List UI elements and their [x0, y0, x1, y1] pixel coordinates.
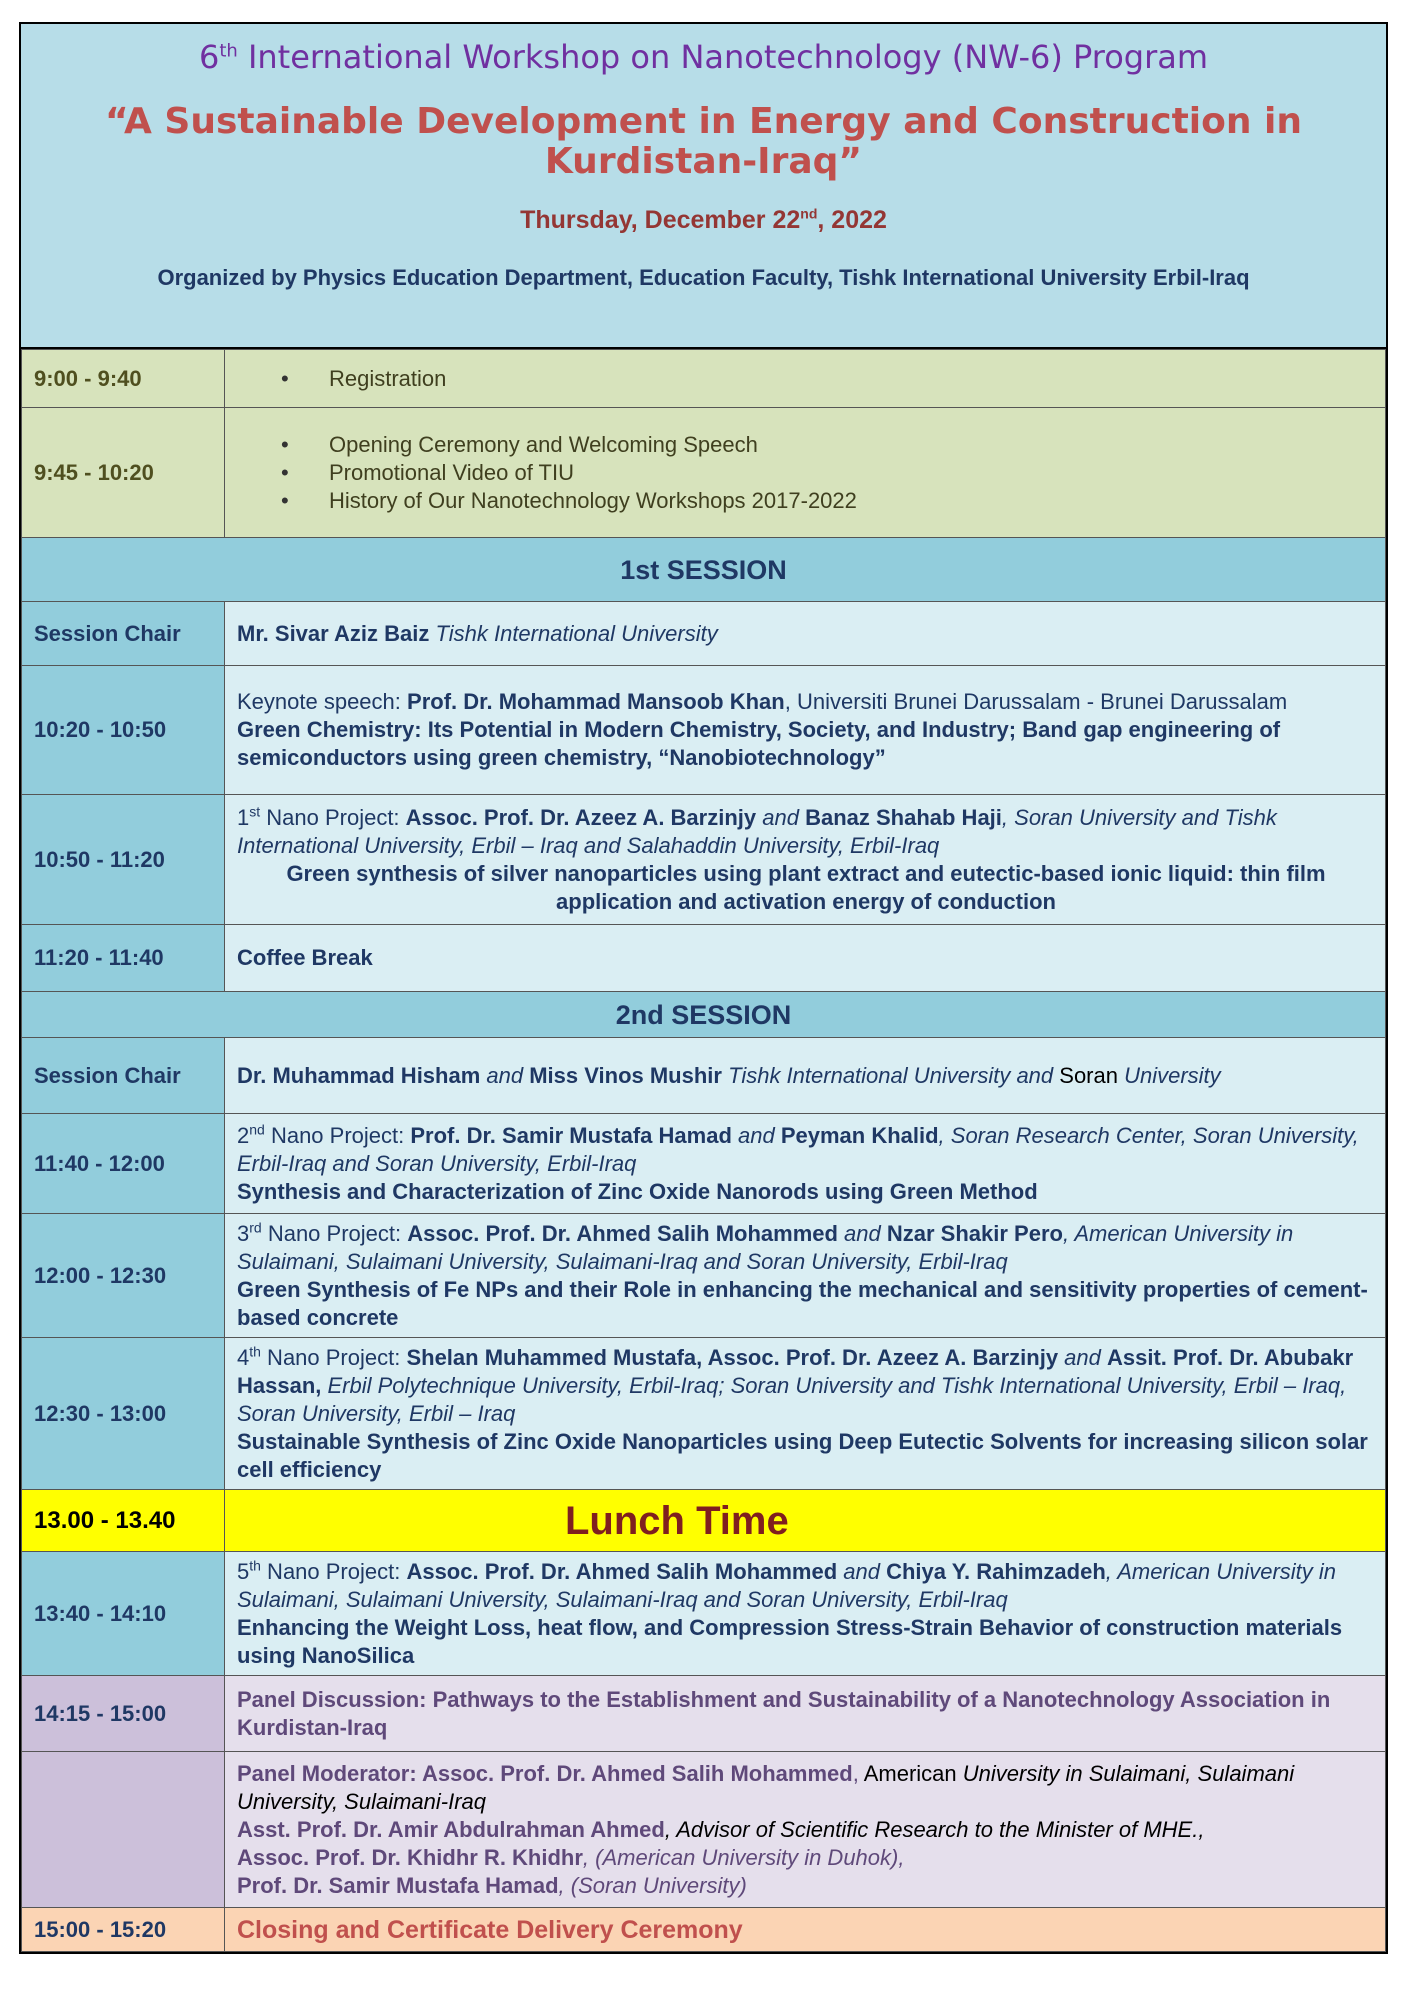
schedule-row-project-5	[22, 1552, 1386, 1676]
content-cell: 1st Nano Project: Assoc. Prof. Dr. Azeez A. Barzinjy and Banaz Shahab Haji, Soran University and Tishk International University, Erbil – Iraq and Salahaddin University, Erbil-Iraq Green synthesis of silver nanoparticles using plant extract and eutectic-based ionic liquid: thin film application and activation energy of conduction	[225, 795, 1386, 925]
time-cell: 10:50 - 11:20	[22, 795, 225, 925]
content-cell: Panel Moderator: Assoc. Prof. Dr. Ahmed Salih Mohammed, American University in Sulaimani, Sulaimani University, Sulaimani-Iraq Asst. Prof. Dr. Amir Abdulrahman Ahmed, Advisor of Scientific Research to the Minister of MHE., Assoc. Prof. Dr. Khidhr R. Khidhr, (American University in Duhok), Prof. Dr. Samir Mustafa Hamad, (Soran University)	[225, 1752, 1386, 1908]
organizer: Organized by Physics Education Department, Education Faculty, Tishk International University Erbil-Iraq	[157, 265, 1250, 290]
content-cell: 5th Nano Project: Assoc. Prof. Dr. Ahmed Salih Mohammed and Chiya Y. Rahimzadeh, American University in Sulaimani, Sulaimani University, Sulaimani-Iraq and Soran University, Erbil-Iraq Enhancing the Weight Loss, heat flow, and Compression Stress-Strain Behavior of construction materials using NanoSilica	[225, 1552, 1386, 1676]
content-cell: Closing and Certificate Delivery Ceremony	[225, 1908, 1386, 1952]
content-cell: Coffee Break	[225, 925, 1386, 992]
list-item: • Promotional Video of TIU	[237, 459, 877, 487]
time-cell: 10:20 - 10:50	[22, 666, 225, 795]
workshop-date: Thursday, December 22nd, 2022	[520, 205, 887, 234]
content-cell: 2nd Nano Project: Prof. Dr. Samir Mustafa Hamad and Peyman Khalid, Soran Research Center, Soran University, Erbil-Iraq and Soran University, Erbil-Iraq Synthesis and Characterization of Zinc Oxide Nanorods using Green Method	[225, 1114, 1386, 1214]
session-2-header	[22, 992, 1386, 1038]
time-cell: 9:45 - 10:20	[22, 408, 225, 538]
schedule-row-project-3	[22, 1214, 1386, 1338]
schedule-row-coffee	[22, 925, 1386, 992]
schedule-row-lunch	[22, 1490, 1386, 1552]
session-1-header	[22, 538, 1386, 602]
time-cell: 12:30 - 13:00	[22, 1338, 225, 1490]
schedule-row-project-1	[22, 795, 1386, 925]
schedule-row-keynote	[22, 666, 1386, 795]
workshop-title: 6th International Workshop on Nanotechnology (NW-6) Program	[198, 38, 1209, 76]
time-cell: 11:20 - 11:40	[22, 925, 225, 992]
time-cell: 11:40 - 12:00	[22, 1114, 225, 1214]
program-header	[21, 24, 1386, 349]
session-title: 1st SESSION	[22, 538, 1386, 602]
time-cell: 9:00 - 9:40	[22, 350, 225, 408]
session-title: 2nd SESSION	[22, 992, 1386, 1038]
time-cell	[22, 1752, 225, 1908]
time-cell: 15:00 - 15:20	[22, 1908, 225, 1952]
schedule-row-registration	[22, 350, 1386, 408]
content-cell: 3rd Nano Project: Assoc. Prof. Dr. Ahmed Salih Mohammed and Nzar Shakir Pero, American University in Sulaimani, Sulaimani University, Sulaimani-Iraq and Soran University, Erbil-Iraq Green Synthesis of Fe NPs and their Role in enhancing the mechanical and sensitivity properties of cement-based concrete	[225, 1214, 1386, 1338]
list-item: • Opening Ceremony and Welcoming Speech	[237, 431, 877, 459]
program-document	[19, 22, 1388, 1954]
time-cell: Session Chair	[22, 1038, 225, 1114]
schedule-row-session2-chair	[22, 1038, 1386, 1114]
schedule-table	[21, 349, 1386, 1952]
content-cell: Panel Discussion: Pathways to the Establishment and Sustainability of a Nanotechnology Association in Kurdistan-Iraq	[225, 1676, 1386, 1752]
content-cell: Lunch Time	[225, 1490, 1386, 1552]
schedule-row-closing	[22, 1908, 1386, 1952]
time-cell: 12:00 - 12:30	[22, 1214, 225, 1338]
content-cell: Keynote speech: Prof. Dr. Mohammad Mansoob Khan, Universiti Brunei Darussalam - Brunei Darussalam Green Chemistry: Its Potential in Modern Chemistry, Society, and Industry; Band gap engineering of semiconductors using green chemistry, “Nanobiotechnology”	[225, 666, 1386, 795]
content-cell	[225, 350, 1386, 408]
time-cell: 14:15 - 15:00	[22, 1676, 225, 1752]
content-cell: Mr. Sivar Aziz Baiz Tishk International University	[225, 602, 1386, 666]
schedule-row-panel-members	[22, 1752, 1386, 1908]
time-cell: Session Chair	[22, 602, 225, 666]
content-cell	[225, 408, 1386, 538]
content-cell: 4th Nano Project: Shelan Muhammed Mustafa, Assoc. Prof. Dr. Azeez A. Barzinjy and Assit. Prof. Dr. Abubakr Hassan, Erbil Polytechnique University, Erbil-Iraq; Soran University and Tishk International University, Erbil – Iraq, Soran University, Erbil – Iraq Sustainable Synthesis of Zinc Oxide Nanoparticles using Deep Eutectic Solvents for increasing silicon solar cell efficiency	[225, 1338, 1386, 1490]
schedule-row-opening	[22, 408, 1386, 538]
list-item: • Registration	[237, 365, 1375, 393]
schedule-row-session1-chair	[22, 602, 1386, 666]
schedule-row-project-2	[22, 1114, 1386, 1214]
schedule-row-project-4	[22, 1338, 1386, 1490]
time-cell: 13.00 - 13.40	[22, 1490, 225, 1552]
time-cell: 13:40 - 14:10	[22, 1552, 225, 1676]
workshop-subtitle: “A Sustainable Development in Energy and Construction in Kurdistan-Iraq”	[105, 101, 1302, 182]
content-cell: Dr. Muhammad Hisham and Miss Vinos Mushir Tishk International University and Soran University	[225, 1038, 1386, 1114]
schedule-row-panel	[22, 1676, 1386, 1752]
list-item: • History of Our Nanotechnology Workshops 2017-2022	[237, 487, 877, 515]
